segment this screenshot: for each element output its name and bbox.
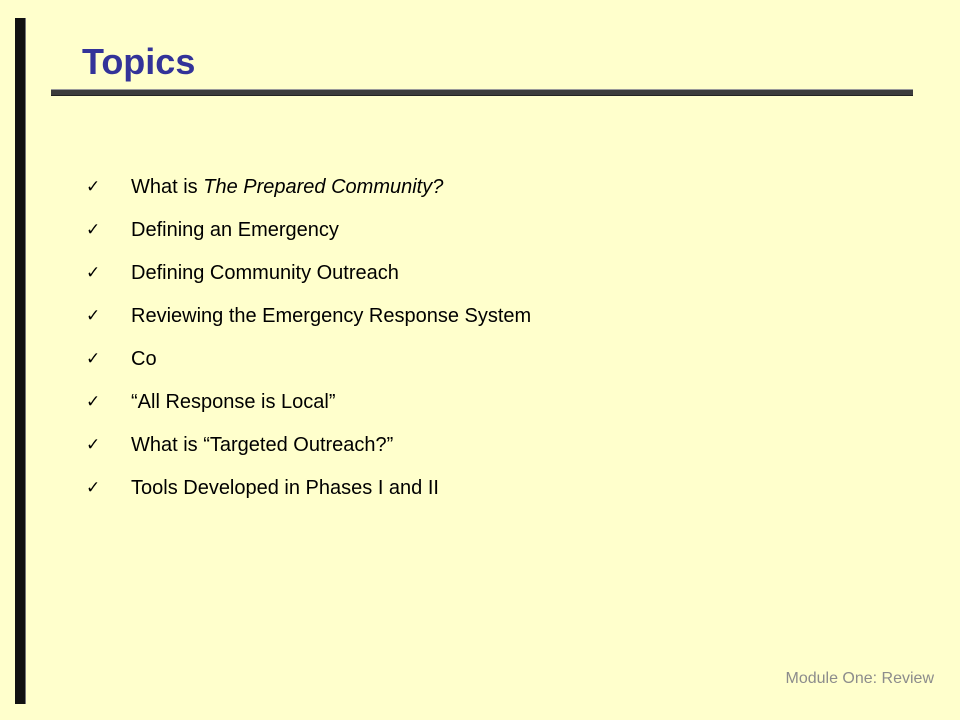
topic-text — [131, 384, 336, 420]
topic-text-segment: Defining Community Outreach — [131, 262, 399, 284]
topic-text-italic: The Prepared Community? — [203, 176, 444, 198]
slide-title: Topics — [82, 41, 196, 82]
topic-text — [131, 341, 157, 377]
title-divider — [51, 89, 913, 96]
topic-text-segment: Tools Developed in Phases I and II — [131, 477, 439, 499]
checkmark-icon: ✓ — [86, 392, 101, 412]
topic-text — [131, 470, 439, 506]
checkmark-icon: ✓ — [86, 478, 101, 498]
topic-text-segment: Defining an Emergency — [131, 219, 339, 241]
topic-text — [131, 427, 393, 463]
topic-text — [131, 212, 339, 248]
checkmark-icon: ✓ — [86, 220, 101, 240]
topic-text-segment: Reviewing the Emergency Response System — [131, 305, 532, 327]
topic-text-segment: What is — [131, 176, 204, 198]
topic-text — [131, 169, 443, 205]
checkmark-icon: ✓ — [86, 349, 101, 369]
checkmark-icon: ✓ — [86, 435, 101, 455]
checkmark-icon: ✓ — [86, 177, 101, 197]
topic-text — [131, 298, 531, 334]
checkmark-icon: ✓ — [86, 306, 101, 326]
left-accent-bar — [15, 18, 26, 704]
slide-footer: Module One: Review — [785, 670, 934, 687]
topic-text-segment: “All Response is Local” — [131, 391, 336, 413]
checkmark-icon: ✓ — [86, 263, 101, 283]
topic-text-segment: Co — [131, 348, 157, 370]
topic-text-segment: What is “Targeted Outreach?” — [131, 434, 394, 456]
topic-text — [131, 255, 399, 291]
